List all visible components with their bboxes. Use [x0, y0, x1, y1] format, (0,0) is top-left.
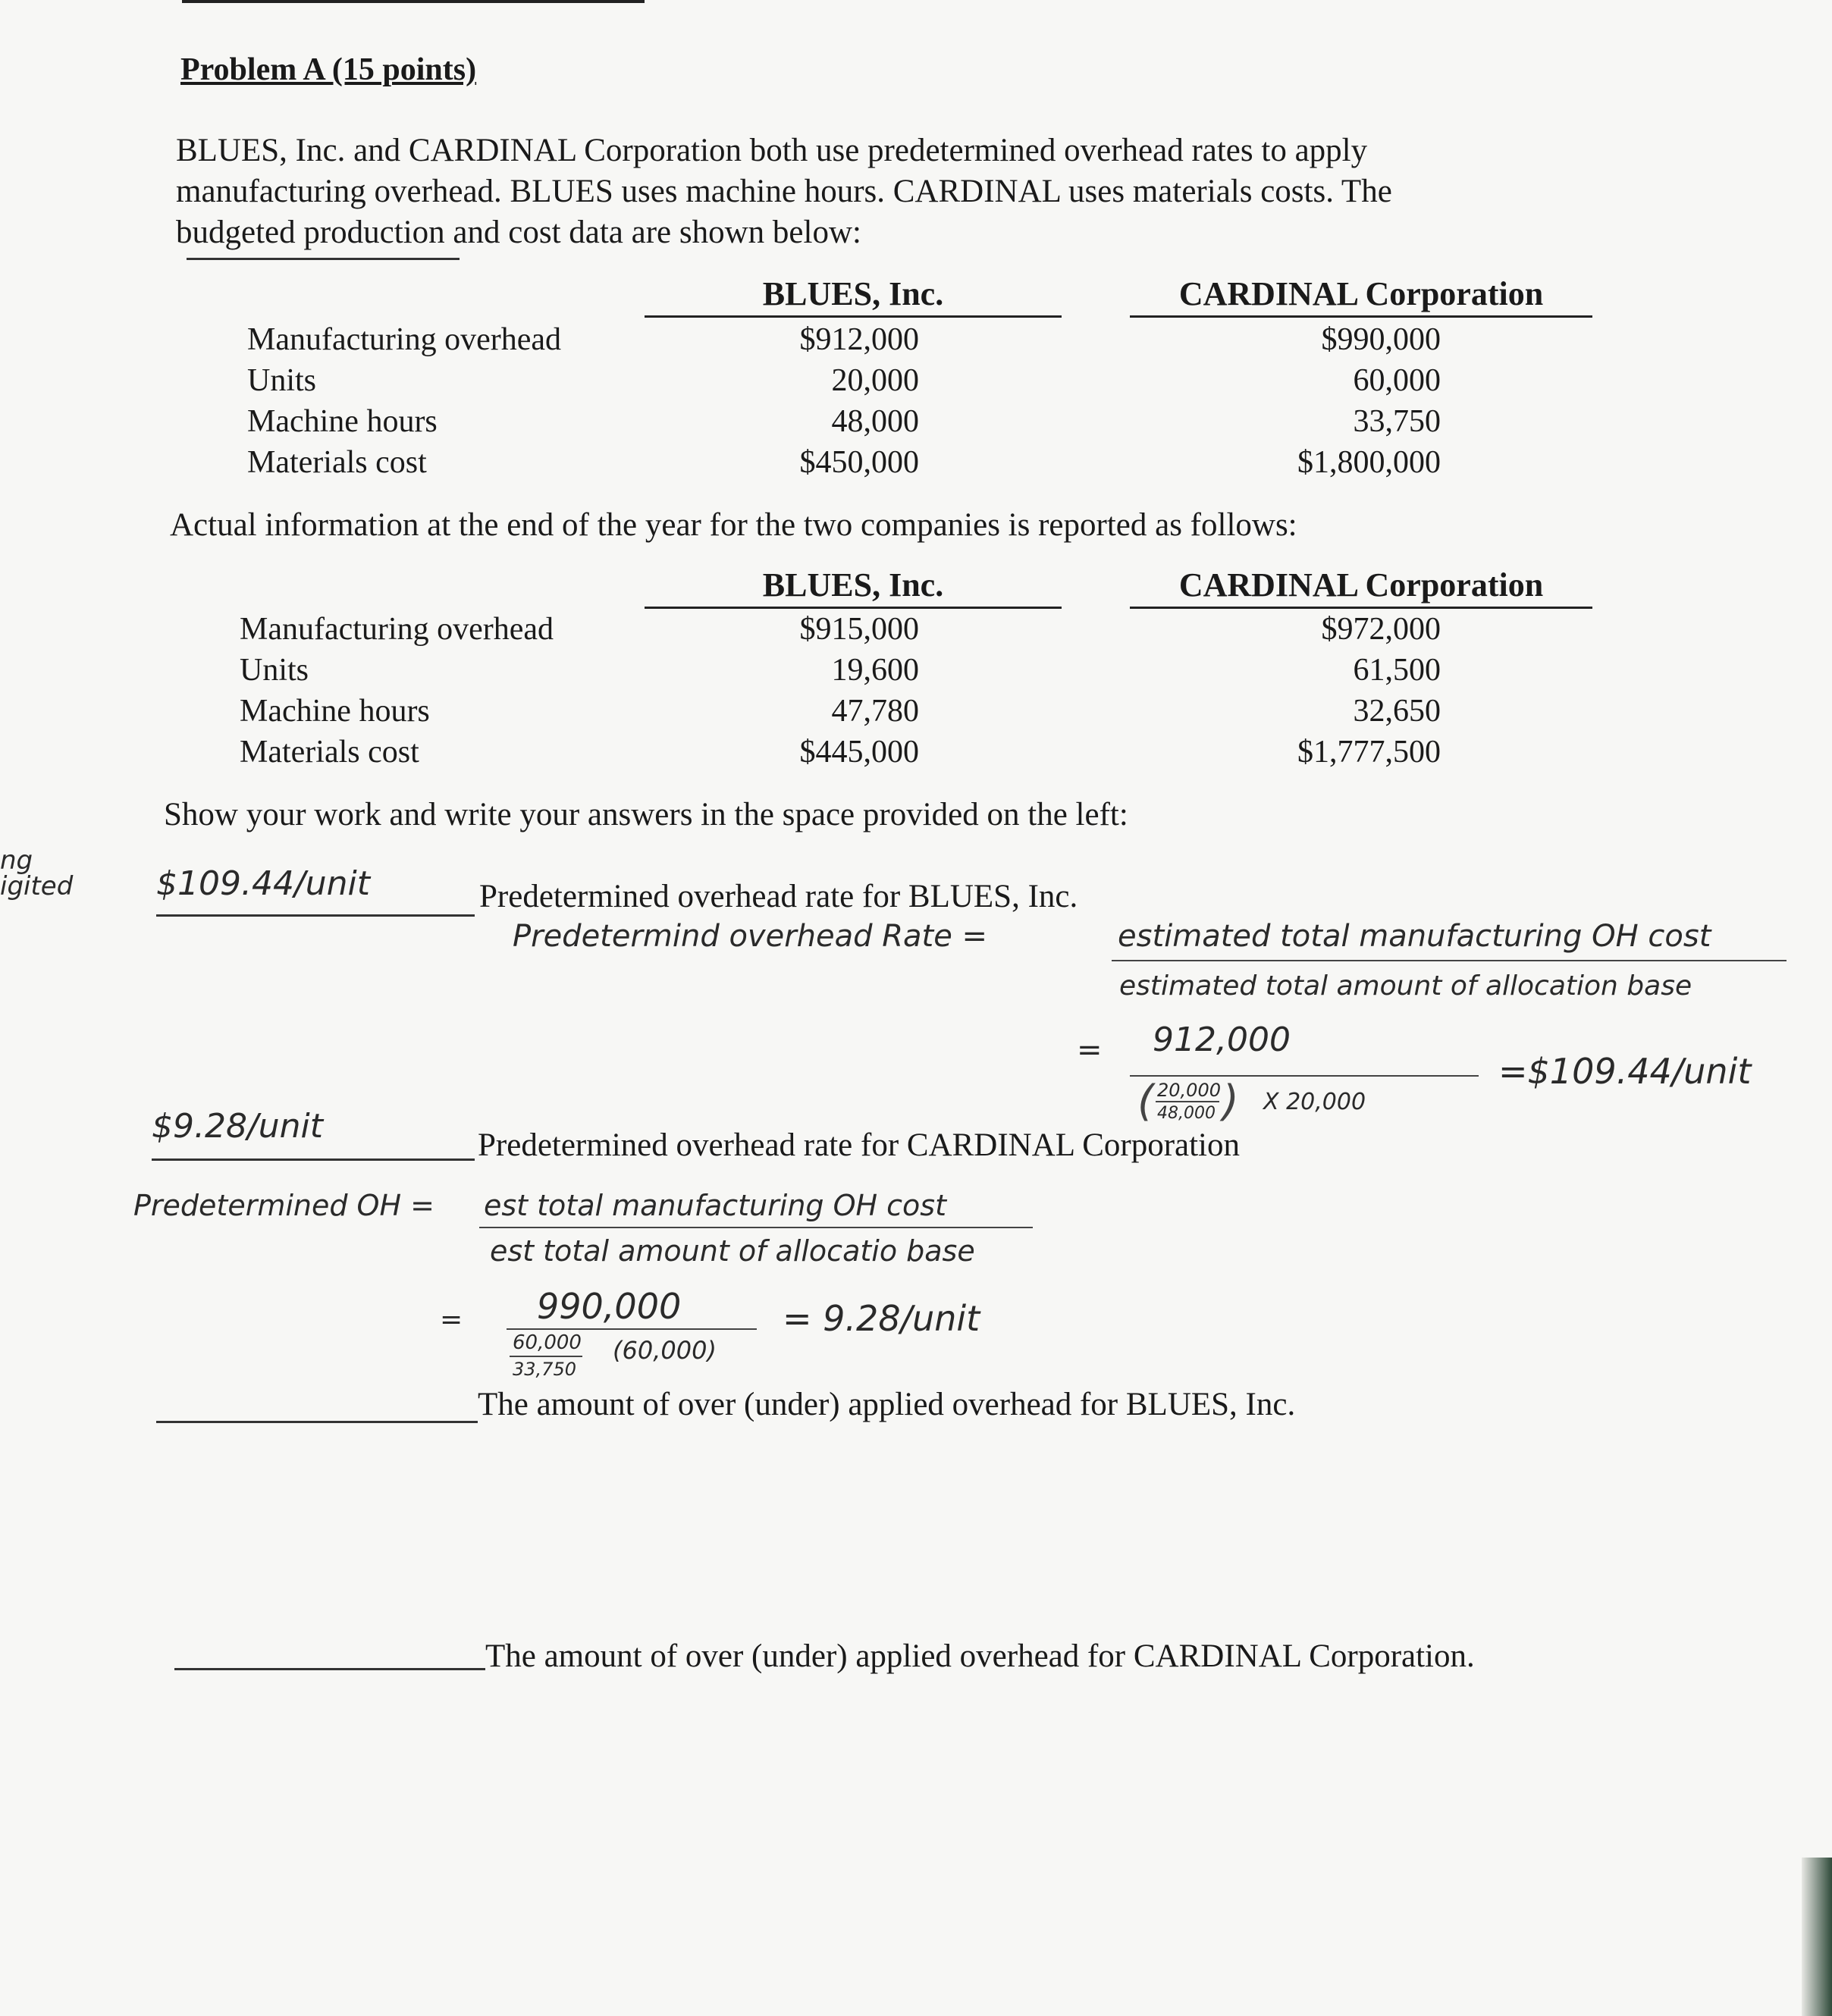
actual-row-cardinal: 61,500: [1353, 653, 1441, 688]
budget-header-rule-cardinal: [1130, 315, 1592, 318]
cardinal-formula-denominator: est total amount of allocatio base: [490, 1234, 975, 1268]
actual-header-cardinal: CARDINAL Corporation: [1178, 566, 1544, 604]
cardinal-fraction-line: [507, 1328, 757, 1330]
cardinal-numerator: 990,000: [537, 1286, 682, 1327]
blues-formula-lhs: Predetermind overhead Rate =: [513, 919, 988, 954]
margin-note-line1: ng: [0, 845, 33, 876]
blues-fraction-line: [1130, 1075, 1479, 1077]
actual-row-cardinal: 32,650: [1353, 694, 1441, 729]
intro-line-1: BLUES, Inc. and CARDINAL Corporation both use predetermined overhead rates to apply: [176, 133, 1368, 168]
cardinal-formula-fraction-line: [479, 1227, 1033, 1228]
top-heading-rule: [182, 0, 645, 3]
intro-line-2: manufacturing overhead. BLUES uses machine hours. CARDINAL uses materials costs. The: [176, 174, 1392, 209]
actual-row-label: Manufacturing overhead: [240, 612, 554, 647]
budget-row-label: Machine hours: [247, 404, 438, 439]
actual-row-blues: 19,600: [831, 653, 919, 688]
actual-row-label: Machine hours: [240, 694, 430, 729]
cardinal-sub-fraction-line: [510, 1356, 582, 1357]
cardinal-mult: (60,000): [613, 1336, 717, 1365]
budget-row-cardinal: 33,750: [1353, 404, 1441, 439]
actual-row-blues: $915,000: [799, 612, 919, 647]
prompt-4: The amount of over (under) applied overhead for CARDINAL Corporation.: [485, 1638, 1475, 1674]
blues-numerator: 912,000: [1153, 1021, 1291, 1059]
budget-row-label: Manufacturing overhead: [247, 322, 561, 357]
budget-header-cardinal: CARDINAL Corporation: [1178, 275, 1544, 312]
blues-formula-fraction-line: [1112, 960, 1787, 961]
prompt-3: The amount of over (under) applied overhead for BLUES, Inc.: [478, 1387, 1296, 1422]
answer-blank-2: [152, 1158, 475, 1161]
prompt-1: Predetermined overhead rate for BLUES, Inc.: [479, 879, 1078, 914]
cardinal-sub-bottom: 33,750: [513, 1359, 576, 1380]
answer-blank-3: [156, 1421, 478, 1423]
budget-header-rule-blues: [645, 315, 1062, 318]
page-edge-shadow: [1802, 1858, 1832, 2016]
intro-line-3: budgeted production and cost data are shown below:: [176, 215, 861, 250]
answer-1: $109.44/unit: [156, 864, 371, 903]
budget-row-cardinal: $990,000: [1321, 322, 1441, 357]
budget-row-blues: $912,000: [799, 322, 919, 357]
blues-formula-numerator: estimated total manufacturing OH cost: [1118, 919, 1711, 954]
blues-sub-top: 20,000: [1157, 1080, 1221, 1101]
answer-blank-1: [156, 914, 475, 917]
cardinal-formula-lhs: Predetermined OH =: [133, 1189, 434, 1222]
budget-row-label: Units: [247, 363, 317, 398]
actual-row-label: Units: [240, 653, 309, 688]
actual-header-rule-cardinal: [1130, 607, 1592, 609]
budget-header-blues: BLUES, Inc.: [762, 275, 944, 312]
cardinal-formula-numerator: est total manufacturing OH cost: [484, 1189, 947, 1222]
actual-row-label: Materials cost: [240, 735, 419, 770]
blues-sub-bottom: 48,000: [1157, 1104, 1216, 1123]
blues-formula-denominator: estimated total amount of allocation base: [1119, 970, 1692, 1002]
blues-close-paren: ): [1222, 1077, 1239, 1126]
cardinal-result: = 9.28/unit: [783, 1298, 980, 1339]
actual-header-blues: BLUES, Inc.: [762, 566, 944, 604]
blues-eq: =: [1077, 1033, 1103, 1068]
actual-row-cardinal: $1,777,500: [1297, 735, 1441, 770]
budget-row-cardinal: $1,800,000: [1297, 445, 1441, 480]
prompt-2: Predetermined overhead rate for CARDINAL Corporation: [478, 1127, 1240, 1163]
actual-header-rule-blues: [645, 607, 1062, 609]
blues-result: =$109.44/unit: [1498, 1051, 1752, 1092]
cardinal-eq: =: [440, 1304, 463, 1335]
instructions: Show your work and write your answers in the space provided on the left:: [164, 797, 1128, 832]
blues-sub-fraction-line: [1156, 1101, 1219, 1102]
problem-title: Problem A (15 points): [180, 52, 477, 87]
blues-open-paren: (: [1137, 1077, 1154, 1126]
budget-row-label: Materials cost: [247, 445, 427, 480]
margin-note-line2: igited: [0, 871, 74, 901]
cardinal-sub-top: 60,000: [513, 1331, 582, 1354]
actual-intro: Actual information at the end of the year for the two companies is reported as follows:: [170, 507, 1297, 543]
budget-row-blues: 48,000: [831, 404, 919, 439]
handwritten-underline: [187, 258, 460, 260]
margin-note: [0, 845, 74, 901]
budget-row-cardinal: 60,000: [1353, 363, 1441, 398]
actual-row-cardinal: $972,000: [1321, 612, 1441, 647]
answer-blank-4: [174, 1668, 485, 1670]
actual-row-blues: 47,780: [831, 694, 919, 729]
budget-row-blues: 20,000: [831, 363, 919, 398]
answer-2: $9.28/unit: [152, 1107, 324, 1146]
blues-mult: X 20,000: [1263, 1089, 1366, 1115]
actual-row-blues: $445,000: [799, 735, 919, 770]
budget-row-blues: $450,000: [799, 445, 919, 480]
